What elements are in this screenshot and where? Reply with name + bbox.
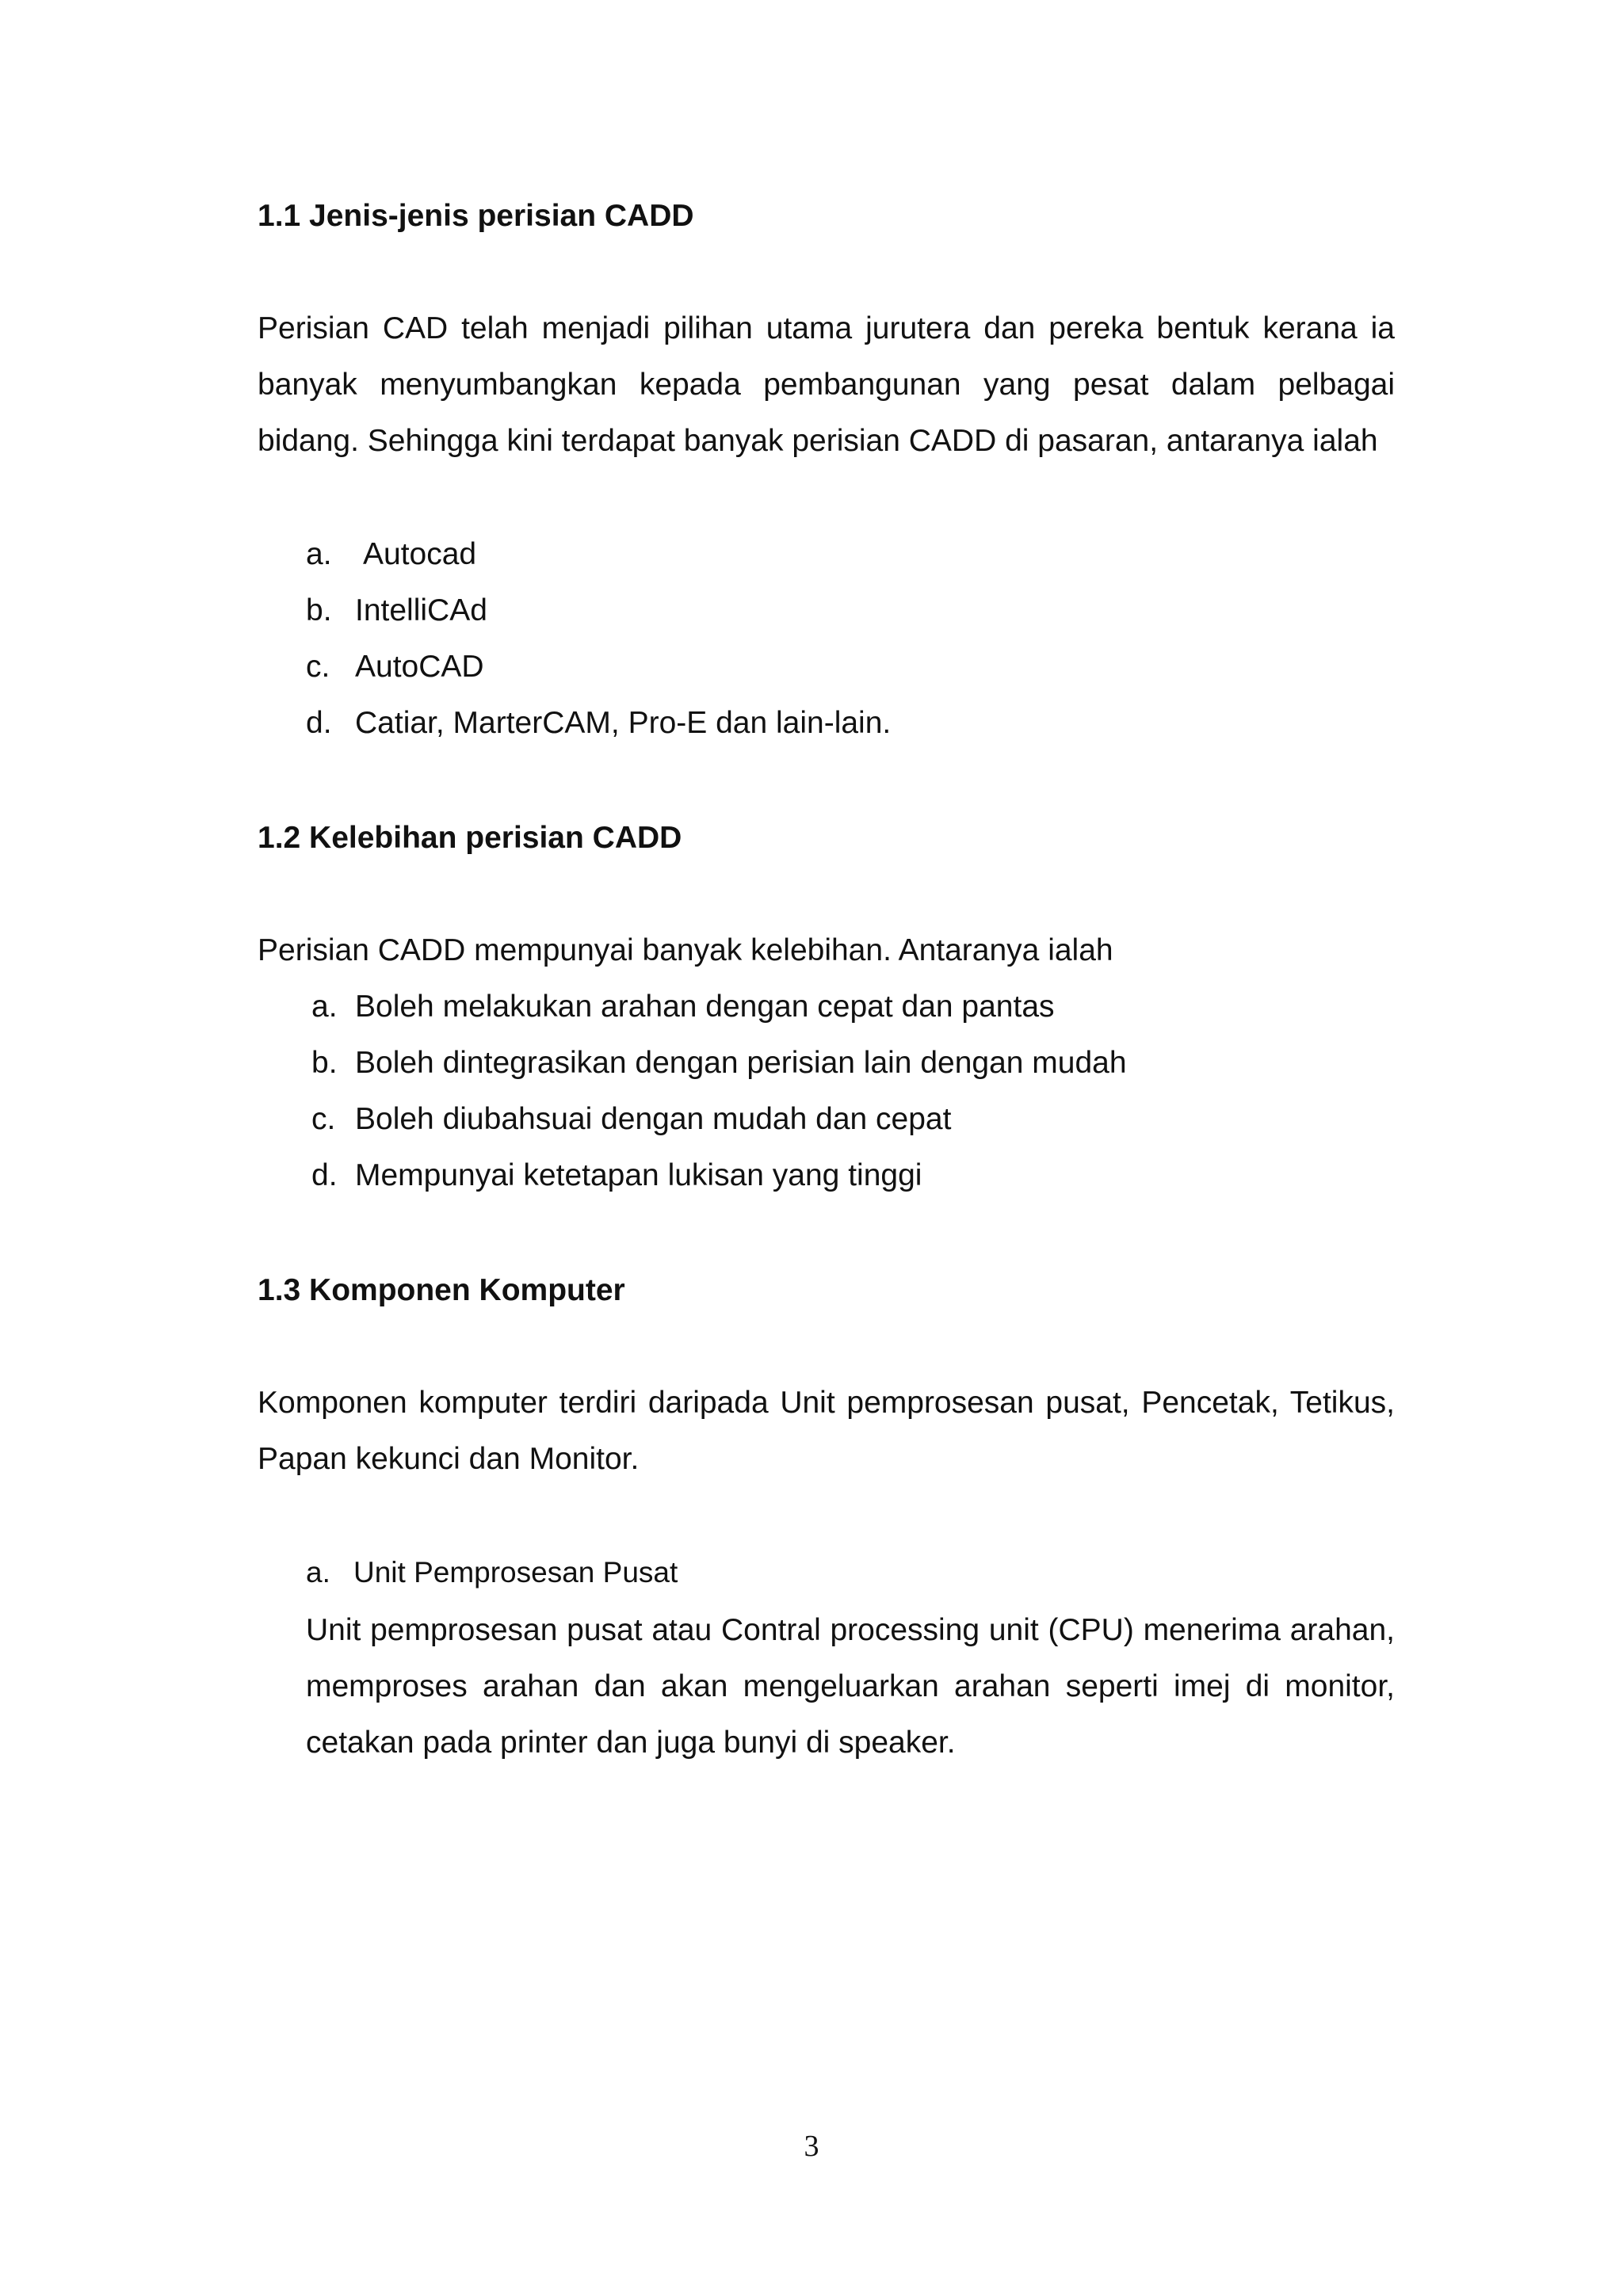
subsection-text: Unit pemprosesan pusat atau Contral processing unit (CPU) menerima arahan, memproses arahan dan akan mengeluarkan arahan seperti imej di monitor, cetakan pada printer dan juga bunyi di speaker.	[306, 1613, 1395, 1760]
section-1-1-list	[306, 526, 891, 751]
subsection-title: a. Unit Pemprosesan Pusat	[306, 1556, 678, 1589]
list-item: b. IntelliCAd	[306, 593, 487, 627]
section-1-1-intro: Perisian CAD telah menjadi pilihan utama jurutera dan pereka bentuk kerana ia banyak menyumbangkan kepada pembangunan yang pesat dalam pelbagai bidang. Sehingga kini terdapat banyak perisian CADD di pasaran, antaranya ialah	[258, 311, 1395, 458]
section-1-3-intro: Komponen komputer terdiri daripada Unit pemprosesan pusat, Pencetak, Tetikus, Papan kekunci dan Monitor.	[258, 1386, 1395, 1476]
section-1-2-list	[311, 978, 1127, 1203]
section-1-3-heading: 1.3 Komponen Komputer	[258, 1273, 625, 1307]
section-1-1-heading: 1.1 Jenis-jenis perisian CADD	[258, 199, 694, 233]
section-1-2-intro: Perisian CADD mempunyai banyak kelebihan. Antaranya ialah	[258, 933, 1113, 967]
list-item: d. Mempunyai ketetapan lukisan yang tinggi	[311, 1158, 922, 1192]
list-item: d. Catiar, MarterCAM, Pro-E dan lain-lain.	[306, 706, 892, 740]
list-item: b. Boleh dintegrasikan dengan perisian lain dengan mudah	[311, 1046, 1127, 1080]
page-number: 3	[804, 2130, 819, 2163]
section-1-2-heading: 1.2 Kelebihan perisian CADD	[258, 821, 682, 855]
list-item: c. Boleh diubahsuai dengan mudah dan cepat	[311, 1102, 952, 1136]
list-item: a. Autocad	[306, 537, 477, 571]
list-item: a. Boleh melakukan arahan dengan cepat dan pantas	[311, 990, 1055, 1024]
list-item: c. AutoCAD	[306, 650, 484, 684]
